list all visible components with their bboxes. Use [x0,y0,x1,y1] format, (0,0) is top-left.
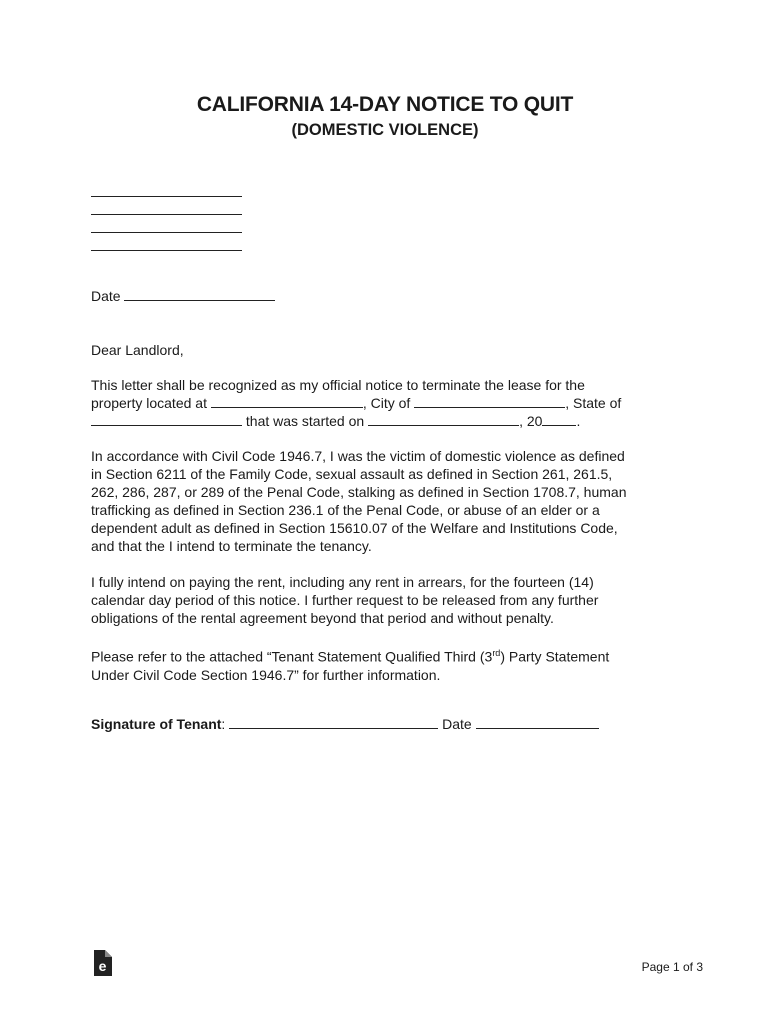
paragraph-line: trafficking as defined in Section 236.1 of the Penal Code, or abuse of an elder or a [91,502,600,518]
paragraph-attachment [91,644,691,684]
signature-date-label: Date [442,716,472,732]
paragraph-line: I fully intend on paying the rent, including any rent in arrears, for the fourteen (14) [91,574,594,590]
greeting: Dear Landlord, [91,342,184,358]
document-title: CALIFORNIA 14-DAY NOTICE TO QUIT [196,93,574,116]
lease-start-date-blank[interactable] [368,412,519,426]
paragraph-line: and that the I intend to terminate the tenancy. [91,538,372,554]
paragraph-line: that was started on , 20 . [91,412,691,430]
state-blank[interactable] [91,412,242,426]
address-line-4[interactable] [91,250,242,251]
paragraph-civil-code [91,447,691,555]
paragraph-line: dependent adult as defined in Section 15610.07 of the Welfare and Institutions Code, [91,520,618,536]
svg-text:e: e [98,958,107,974]
paragraph-line: Under Civil Code Section 1946.7” for further information. [91,666,441,683]
date-field-row [91,287,691,305]
eforms-logo-icon [92,950,112,976]
document-subtitle: (DOMESTIC VIOLENCE) [291,121,479,139]
date-blank[interactable] [124,287,275,301]
signature-date-blank[interactable] [476,715,599,729]
paragraph-line: in Section 6211 of the Family Code, sexual assault as defined in Section 261, 261.5, [91,466,613,482]
paragraph-line: calendar day period of this notice. I further request to be released from any further [91,592,599,608]
paragraph-line: obligations of the rental agreement beyond that period and without penalty. [91,610,554,626]
paragraph-line: 262, 286, 287, or 289 of the Penal Code, stalking as defined in Section 1708.7, human [91,484,627,500]
paragraph-rent [91,573,691,627]
paragraph-lease-termination [91,376,691,430]
property-address-blank[interactable] [211,394,363,408]
page-number: Page 1 of 3 [641,960,703,974]
signature-label: Signature of Tenant [91,716,222,732]
date-label: Date [91,288,121,304]
signature-blank[interactable] [229,715,438,729]
paragraph-line: This letter shall be recognized as my official notice to terminate the lease for the [91,377,585,393]
address-line-3[interactable] [91,232,242,233]
address-line-2[interactable] [91,214,242,215]
paragraph-line: In accordance with Civil Code 1946.7, I was the victim of domestic violence as defined [91,448,625,464]
address-line-1[interactable] [91,196,242,197]
year-blank[interactable] [542,412,576,426]
city-blank[interactable] [414,394,565,408]
signature-row: Signature of Tenant: Date [91,715,691,733]
paragraph-line: property located at , City of , State of [91,395,622,411]
paragraph-line: Please refer to the attached “Tenant Statement Qualified Third (3rd) Party Statement [91,648,610,665]
